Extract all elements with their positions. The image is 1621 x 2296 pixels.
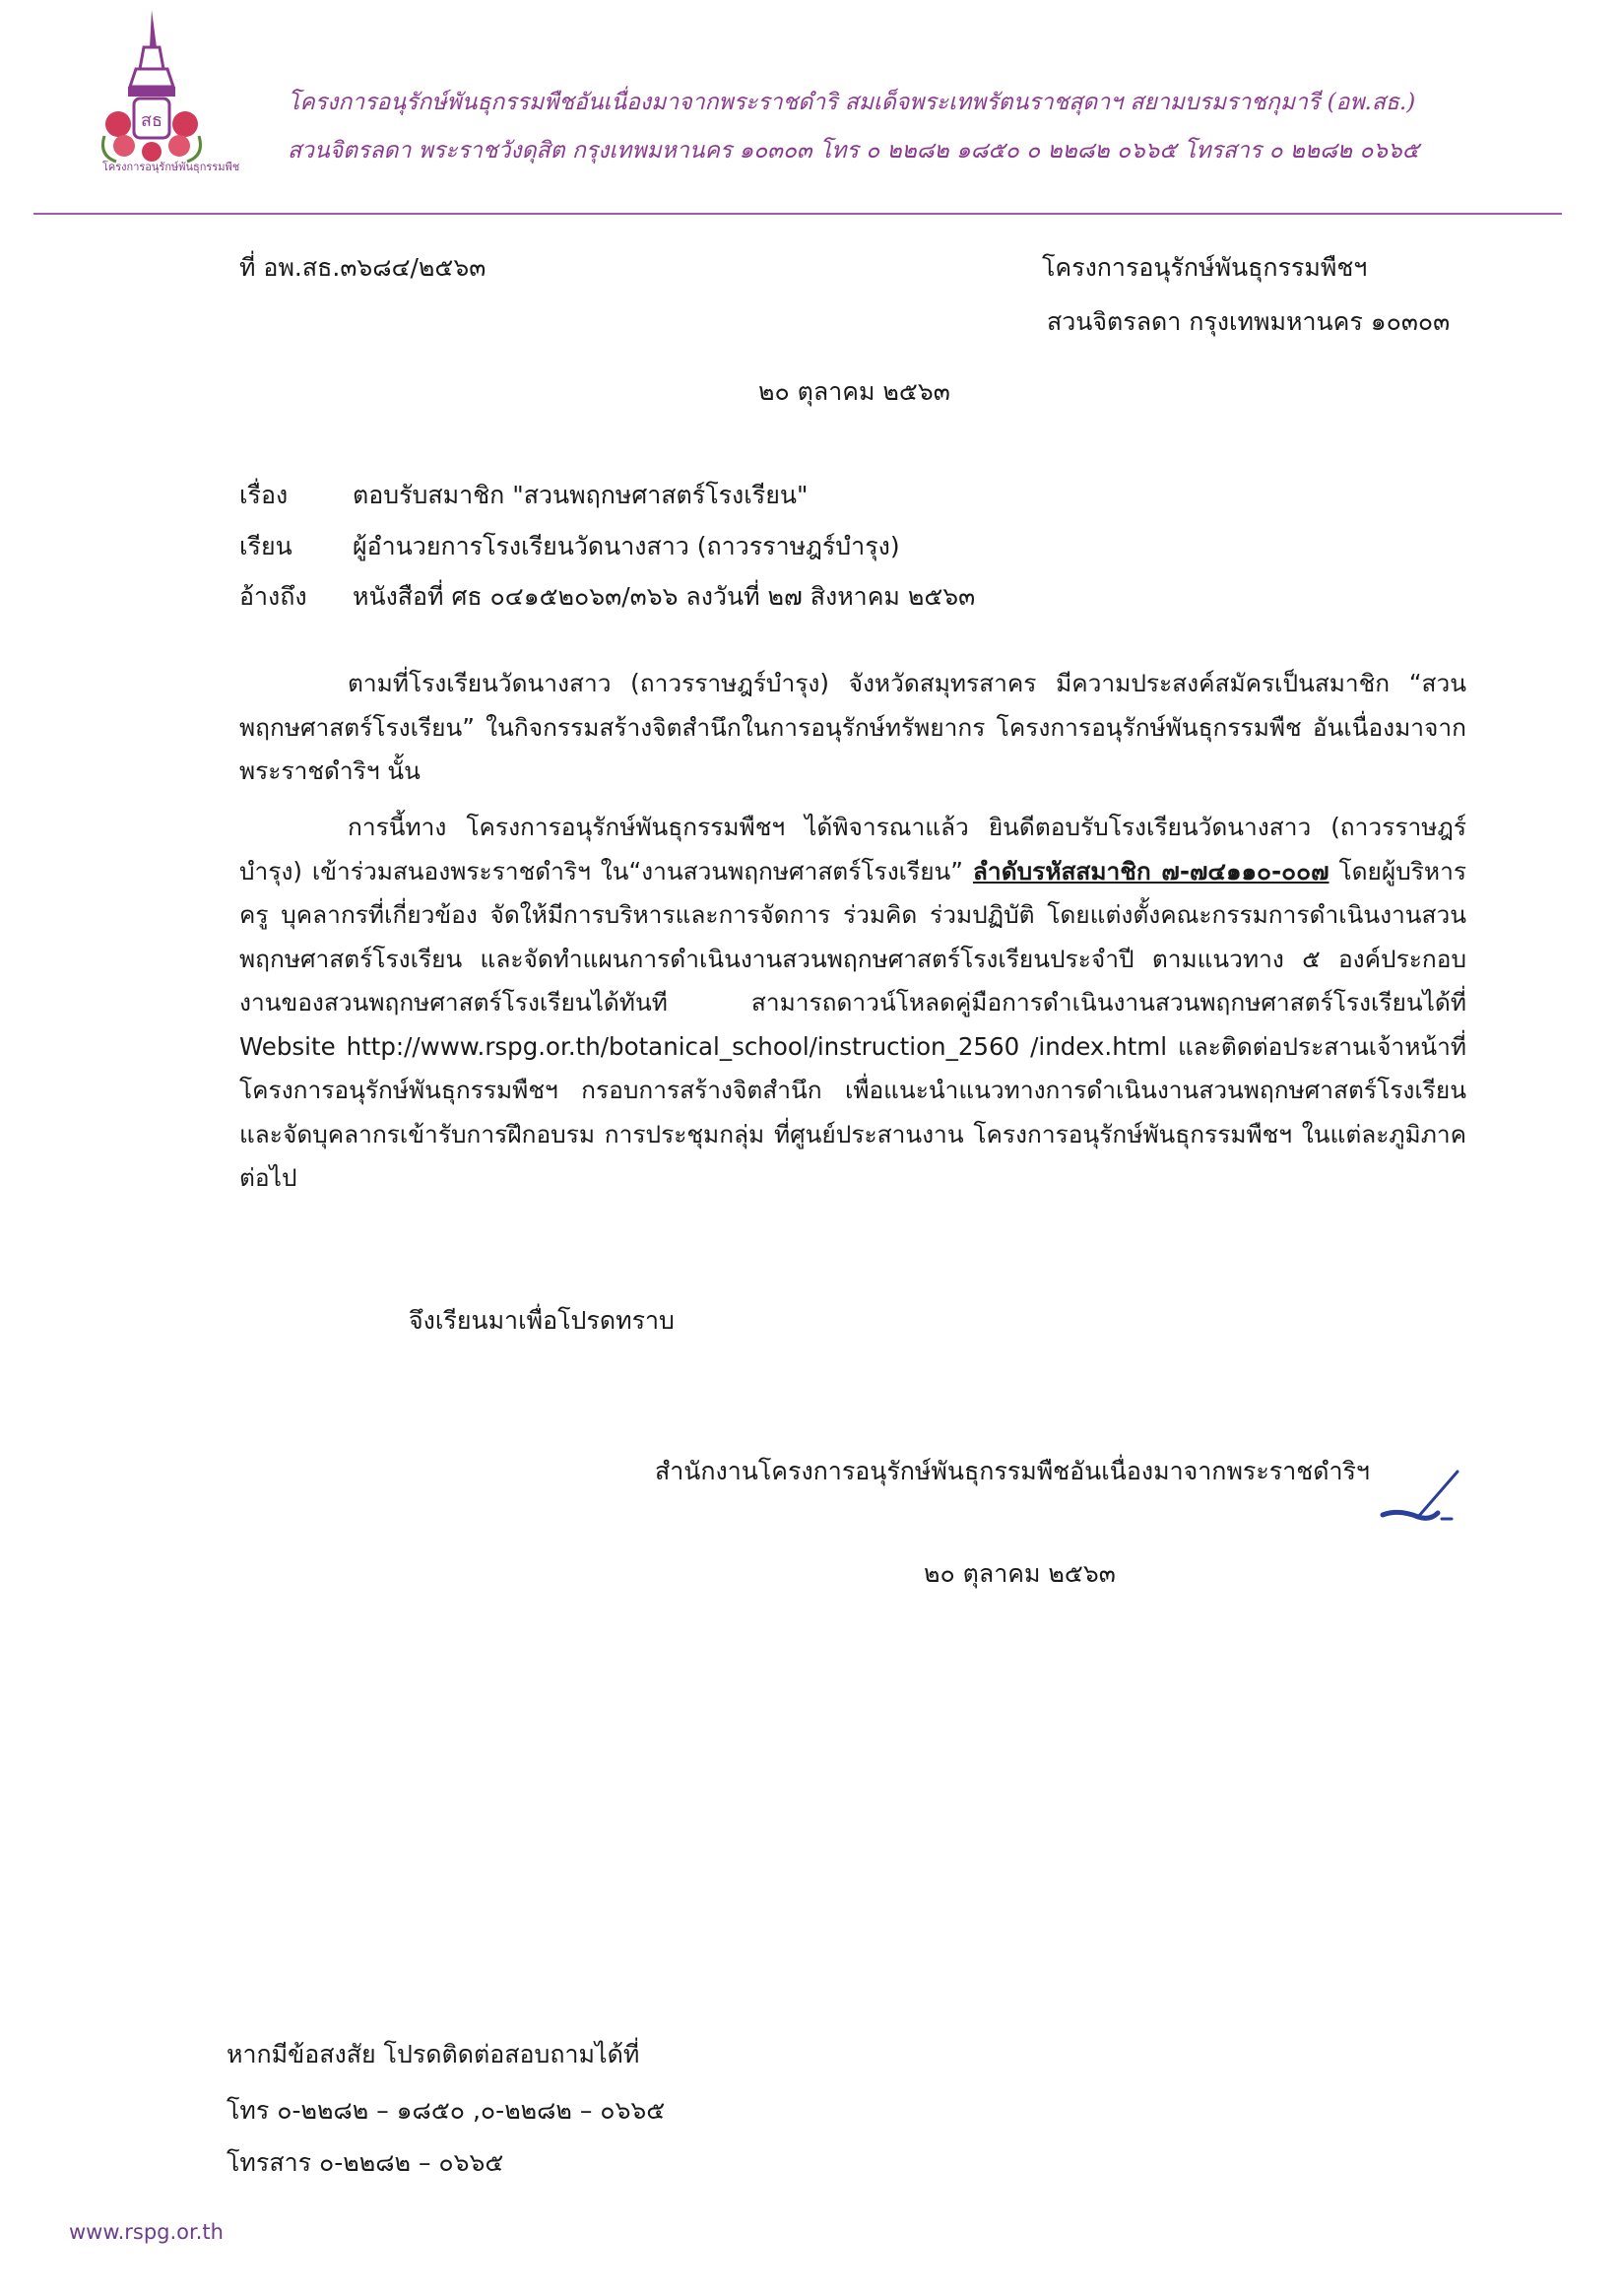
- paragraph-2-intro: การนี้ทาง โครงการอนุรักษ์พันธุกรรมพืชฯ ได้พิจารณาแล้ว ยินดีตอบรับโรงเรียนวัดนางสาว (ถาวรราษฎร์บำรุง) เข้าร่วมสนองพระราชดำริฯ ใน“งานสวนพฤกษศาสตร์โรงเรียน”: [239, 813, 1466, 886]
- signature-office: สำนักงานโครงการอนุรักษ์พันธุกรรมพืชอันเนื่องมาจากพระราชดำริฯ: [655, 1457, 1370, 1485]
- contact-intro: หากมีข้อสงสัย โปรดติดต่อสอบถามได้ที่: [227, 2040, 640, 2068]
- letterhead-line-1: โครงการอนุรักษ์พันธุกรรมพืชอันเนื่องมาจากพระราชดำริ สมเด็จพระเทพรัตนราชสุดาฯ สยามบรมราชกุมารี (อพ.สธ.): [288, 90, 1416, 115]
- doc-number: ที่ อพ.สธ.๓๖๘๔/๒๕๖๓: [239, 253, 486, 282]
- letterhead-line-2: สวนจิตรลดา พระราชวังดุสิต กรุงเทพมหานคร ๑๐๓๐๓ โทร ๐ ๒๒๘๒ ๑๘๕๐ ๐ ๒๒๘๒ ๐๖๖๕ โทรสาร ๐ ๒๒๘๒ ๐๖๖๕: [288, 138, 1419, 164]
- recipient-label: เรียน: [239, 532, 292, 560]
- body-paragraph-1: ตามที่โรงเรียนวัดนางสาว (ถาวรราษฎร์บำรุง) จังหวัดสมุทรสาคร มีความประสงค์สมัครเป็นสมาชิก “สวนพฤกษศาสตร์โรงเรียน” ในกิจกรรมสร้างจิตสำนึกในการอนุรักษ์ทรัพยากร โครงการอนุรักษ์พันธุกรรมพืช อันเนื่องมาจากพระราชดำริฯ นั้น: [239, 669, 1466, 785]
- closing-line: จึงเรียนมาเพื่อโปรดทราบ: [409, 1306, 675, 1335]
- svg-text:สธ: สธ: [141, 110, 162, 131]
- letter-date: ๒๐ ตุลาคม ๒๕๖๓: [758, 377, 950, 406]
- logo-caption: โครงการอนุรักษ์พันธุกรรมพืช: [102, 161, 240, 173]
- recipient-value: ผู้อำนวยการโรงเรียนวัดนางสาว (ถาวรราษฎร์บำรุง): [353, 532, 900, 560]
- paragraph-2-body: โดยผู้บริหาร ครู บุคลากรที่เกี่ยวข้อง จัดให้มีการบริหารและการจัดการ ร่วมคิด ร่วมปฏิบัติ โดยแต่งตั้งคณะกรรมการดำเนินงานสวนพฤกษศาสตร์โรงเรียน และจัดทำแผนการดำเนินงานสวนพฤกษศาสตร์โรงเรียนประจำปี ตามแนวทาง ๕ องค์ประกอบงานของสวนพฤกษศาสตร์โรงเรียนได้ทันที สามารถดาวน์โหลดคู่มือการดำเนินงานสวนพฤกษศาสตร์โรงเรียนได้ที่ Website http://www.rspg.or.th/botanical_school/instruction_2560 /index.html และติดต่อประสานเจ้าหน้าที่ โครงการอนุรักษ์พันธุกรรมพืชฯ กรอบการสร้างจิตสำนึก เพื่อแนะนำแนวทางการดำเนินงานสวนพฤกษศาสตร์โรงเรียน และจัดบุคลากรเข้ารับการฝึกอบรม การประชุมกลุ่ม ที่ศูนย์ประสานงาน โครงการอนุรักษ์พันธุกรรมพืชฯ ในแต่ละภูมิภาคต่อไป: [239, 856, 1466, 1192]
- contact-phone: โทร ๐-๒๒๘๒ – ๑๘๕๐ ,๐-๒๒๘๒ – ๐๖๖๕: [227, 2096, 666, 2125]
- footer-website[interactable]: www.rspg.or.th: [69, 2220, 224, 2244]
- reference-value: หนังสือที่ ศธ ๐๔๑๕๒๐๖๓/๓๖๖ ลงวันที่ ๒๗ สิงหาคม ๒๕๖๓: [353, 582, 976, 611]
- letterhead-divider: [33, 213, 1562, 215]
- sender-line-1: โครงการอนุรักษ์พันธุกรรมพืชฯ: [1042, 253, 1368, 282]
- reference-label: อ้างถึง: [239, 582, 307, 611]
- member-code: ลำดับรหัสสมาชิก ๗-๗๔๑๑๐-๐๐๗: [972, 856, 1329, 886]
- contact-fax: โทรสาร ๐-๒๒๘๒ – ๐๖๖๕: [227, 2148, 504, 2177]
- signature-date: ๒๐ ตุลาคม ๒๕๖๓: [924, 1559, 1116, 1588]
- handwritten-signature: [1379, 1466, 1487, 1525]
- body-paragraph-2: [239, 806, 1466, 1201]
- subject-label: เรื่อง: [239, 481, 289, 509]
- sender-line-2: สวนจิตรลดา กรุงเทพมหานคร ๑๐๓๐๓: [1047, 307, 1451, 336]
- subject-value: ตอบรับสมาชิก "สวนพฤกษศาสตร์โรงเรียน": [353, 481, 809, 509]
